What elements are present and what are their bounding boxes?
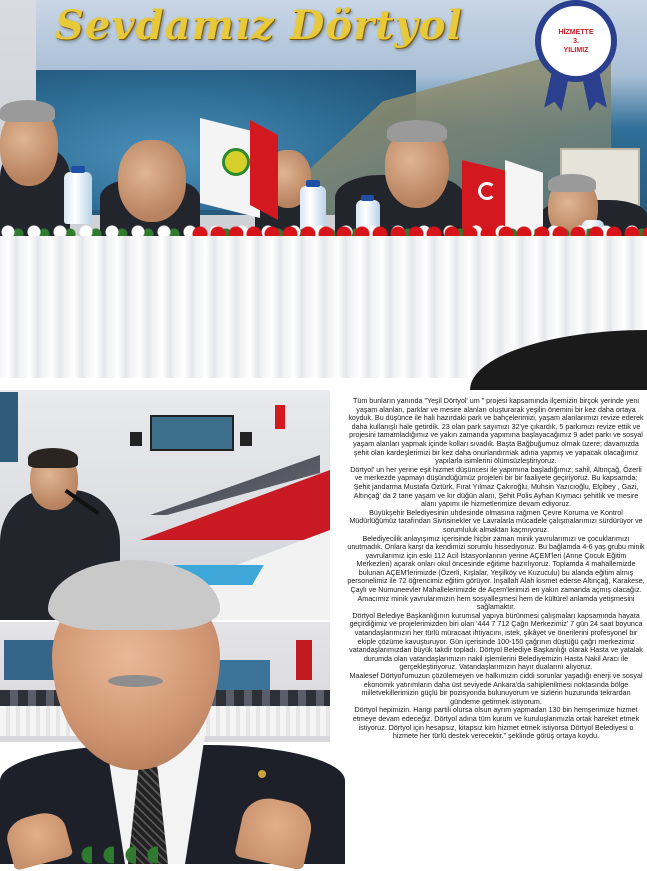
article-paragraph: Belediyecilik anlayışımız içerisinde hiçbir zaman minik yavrularımızı ve çocuklarımızı unutmadık. Onlara karşı da kendimizi sorumlu hissediyoruz. Bu bağlamda 4-6 yaş grubu minik yavrularımız için eski 112 Acil İstasyonlarının yerine AÇEM'leri (Anne Çocuk Eğitim Merkezleri) açarak onları okul öncesinde eğitime hazırlıyoruz. Toplamda 4 mahallemizde bulunan AÇEM'lerimizde (Özerli, Kışlalar, Yeşilköy ve Kuzuculu) bu alanda eğitim almış personelimiz ile 72 öğrencimiz eğitim görüyor. İnşallah Alah kısmet ederse Altınçağ, Karakese, Çaylı ve Numuneevler Mahallelerimizde de Açem'lerimizi en yakın zamanda açmış olacağız. Amacımız minik yavrularımızın hem sosyalleşmesi hem de kültürel anlamda yetişmesini sağlamaktır. bbox=[347, 534, 645, 612]
official-left-hair bbox=[0, 100, 55, 122]
article-paragraph: Dörtyol Belediye Başkanlığının kurumsal yapıya bürünmesi çalışmaları kapsamında hayata geçirdiğimiz ve projelerimizden biri olan '444 7 712 Çağrı Merkezimiz' 7 gün 24 saat boyunca vatandaşlarımızın her türlü müracaat ihtiyacını, istek, şikâyet ve önerilerini profesyonel bir ekiple çözüme kavuşturuyor. Gün içerisinde 100-150 çağrının düştüğü çağrı merkezimiz vatandaşlarımızdan büyük takdir topladı. Dörtyol Belediye Başkanlığı olarak Hasta ve yatalak durumda olan vatandaşlarımızın nakil işlemlerini Belediyemizin Hasta Nakil Aracı ile gerçekleştiriyoruz. Vatandaşlarımızın hayır dualarını alıyoruz. bbox=[349, 611, 643, 672]
bottle-cap bbox=[306, 180, 320, 187]
official-center-hair bbox=[387, 120, 447, 142]
speaker-icon bbox=[130, 432, 142, 446]
badge-line-1: HİZMETTE bbox=[558, 28, 594, 36]
hall-screen-left bbox=[0, 392, 18, 462]
foreground-plant bbox=[70, 845, 160, 864]
official-second-head bbox=[118, 140, 186, 222]
badge-line-3: YILIMIZ bbox=[563, 46, 589, 54]
bottle-cap bbox=[361, 195, 374, 201]
portrait-mustache bbox=[108, 675, 163, 687]
article-paragraph: Tüm bunların yanında "Yeşil Dörtyol' um " projesi kapsamında ilçemizin birçok yerinde yeni yaşam alanları, parklar ve mesire alanları oluşturarak yeşilin önemini bir kez daha ortaya koyduk. Bu düşünce ile hali hazırdaki park ve bahçelerimizi, yaşam alanlarımızı revize ederek daha kullanışlı hale getirdik. 23 olan park sayımızı 32'ye çıkardık, 5 parkımızı revize ettik ve projesini tamamladığımız ve yakın zamanda yapımına başlayacağımız 9 adet parkı ve sosyal yaşam alanları yapmak içinde kolları sıvadık. Başta Bağbuğumuz olmak üzere; davamızda şehit olan kardeşlerimizi bir kez daha onurlandırmak adına yapmış ve yapacak olacağımız yapılarla isimlerini ölümsüzleştiriyoruz. bbox=[348, 397, 644, 466]
hall-flag bbox=[275, 405, 285, 429]
crescent-icon bbox=[478, 182, 496, 200]
anniversary-rosette-badge bbox=[535, 0, 617, 82]
article-paragraph: Dörtyol hepimizin. Hangi partili olursa olsun ayrım yapmadan 130 bin hemşerimize hizmet etmeye devam edeceğiz. Dörtyol adına tüm kurum ve kuruluşlarımızla ortak hareket etmek istiyoruz. Dörtyol için hesapsız, kitapsız kim hizmet etmek istiyorsa Dörtyol Belediyesi o hizmete her türlü destek verecektir." şeklinde görüş ortaya koydu. bbox=[352, 706, 640, 741]
article-paragraph: Maalesef Dörtyol'umuzun çözülemeyen ve halkımızın ciddi sorunlar yaşadığı enerji ve sosyal ekonomik yatırımların daha üst seviyede Ankara'da sahiplenilmesi noktasında bölge milletvekillerimizin güçlü bir pozisyonda bulunuyorum ve sizlerin huzurunda tekrardan gündeme getirmek istiyorum. bbox=[349, 672, 643, 706]
badge-line-2: 3. bbox=[573, 37, 579, 45]
speaker-icon bbox=[240, 432, 252, 446]
banner-title: Sevdamız Dörtyol bbox=[55, 2, 463, 49]
municipality-logo-icon bbox=[222, 148, 250, 176]
official-right-hair bbox=[548, 174, 596, 192]
lapel-pin-icon bbox=[258, 770, 266, 778]
article-body bbox=[347, 397, 645, 857]
bottle-cap bbox=[71, 166, 85, 173]
turkish-flag-left bbox=[250, 120, 278, 220]
water-bottle bbox=[64, 172, 92, 224]
speaker-hair bbox=[28, 448, 78, 468]
article-paragraph: Dörtyol' un her yerine eşit hizmet düşüncesi ile yapımına başladığımız; sahil, Altınçağ, Özerli ve merkezde yapmayı düşündüğümüz projeleri bir bir faaliyete geçiriyoruz. Bu kapsamda; Şehit jandarma Mustafa Öztürk, Fırat Yılmaz Çakıroğlu, Muhsin Yazıcıoğlu, Elçibey , Gazi, Altınçağ' da 2 tane yaşam ve kır düğün alanı, Şehit Polis Ayhan Kıymacı şehitlik ve mesire alanı yapımı ile hizmetlerimize devam ediyoruz. bbox=[350, 465, 642, 509]
room-flag bbox=[296, 640, 312, 680]
article-paragraph: Büyükşehir Belediyesinin uhdesinde olmasına rağmen Çevre Koruma ve Kontrol Müdürlüğümüz tarafından Sivrisinekler ve Lavralarla mücadele çalışmalarımızı sürdürüyor ve sorumluluk almaktan kaçmıyoruz. bbox=[349, 508, 643, 534]
hall-wall-screen bbox=[150, 415, 234, 451]
